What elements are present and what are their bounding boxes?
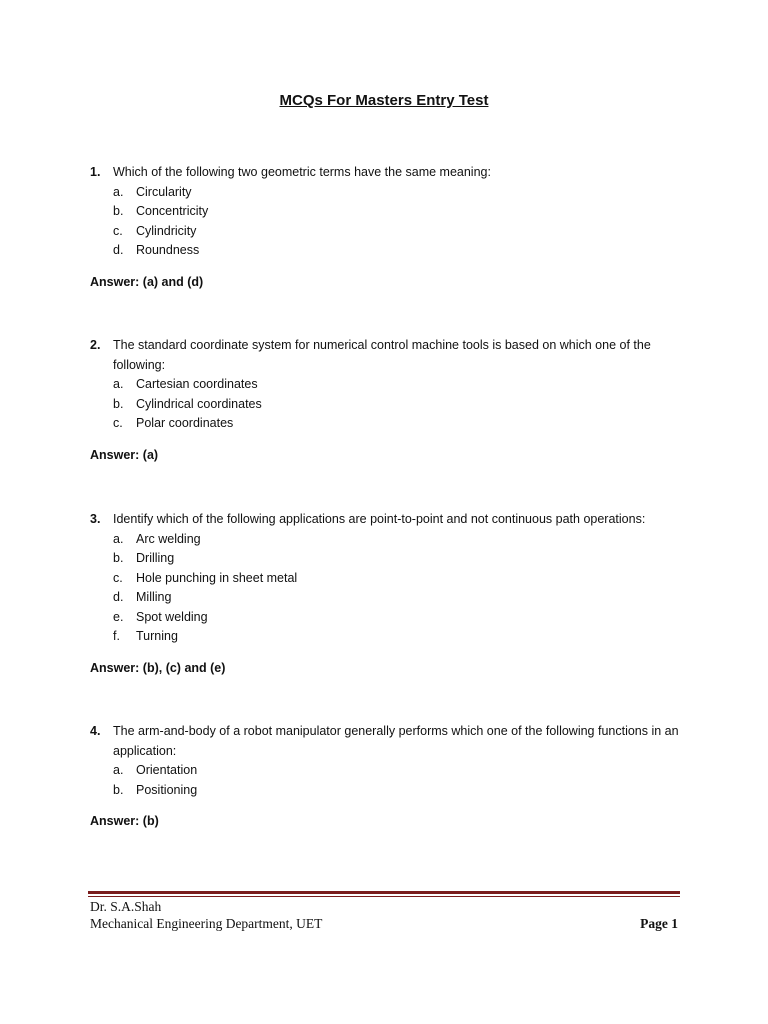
option-letter: a. [113, 377, 124, 391]
option-item [90, 608, 690, 628]
option-item [90, 627, 690, 647]
option-letter: a. [113, 531, 124, 546]
question-text: The standard coordinate system for numerical control machine tools is based on which one of the following: [113, 338, 651, 372]
option-item [90, 588, 690, 608]
option-letter: c. [113, 223, 123, 238]
footer-department: Mechanical Engineering Department, UET [90, 916, 323, 931]
question-text: Identify which of the following applications are point-to-point and not continuous path operations: [113, 512, 646, 526]
option-text: Cylindricity [136, 223, 197, 238]
option-item [90, 530, 690, 550]
option-item [90, 202, 690, 222]
question-text: The arm-and-body of a robot manipulator generally performs which one of the following functions in an application: [113, 724, 679, 758]
option-letter: e. [113, 609, 124, 624]
option-letter: d. [113, 243, 124, 257]
footer-page-number: Page 1 [640, 916, 678, 931]
option-letter: d. [113, 590, 124, 604]
option-text: Drilling [136, 551, 175, 565]
option-item [90, 414, 690, 434]
option-item [90, 761, 690, 781]
option-item [90, 781, 690, 801]
options-list [90, 183, 690, 261]
question-stem [90, 722, 690, 761]
options-list [90, 375, 690, 434]
question-1 [90, 163, 690, 261]
footer-divider [88, 891, 680, 894]
question-stem [90, 163, 690, 183]
options-list [90, 530, 690, 647]
footer-divider-thin [88, 896, 680, 897]
option-item [90, 375, 690, 395]
options-list [90, 761, 690, 800]
question-stem [90, 510, 690, 530]
option-item [90, 241, 690, 261]
answer-2: Answer: (a) [90, 448, 159, 462]
answer-4: Answer: (b) [90, 814, 159, 828]
answer-1: Answer: (a) and (d) [90, 275, 204, 289]
option-text: Hole punching in sheet metal [136, 570, 298, 585]
question-2 [90, 336, 690, 434]
option-letter: a. [113, 763, 124, 777]
question-4 [90, 722, 690, 800]
option-text: Cartesian coordinates [136, 377, 258, 391]
option-letter: b. [113, 396, 124, 411]
option-item [90, 395, 690, 415]
footer-author: Dr. S.A.Shah [90, 899, 162, 914]
question-number: 2. [90, 338, 101, 352]
page-title: MCQs For Masters Entry Test [279, 92, 489, 109]
option-letter: c. [113, 416, 123, 430]
option-item [90, 183, 690, 203]
option-letter: b. [113, 782, 124, 797]
option-text: Circularity [136, 184, 192, 199]
option-letter: f. [113, 629, 120, 643]
option-letter: a. [113, 184, 124, 199]
option-text: Cylindrical coordinates [136, 396, 262, 411]
option-text: Polar coordinates [136, 416, 234, 430]
question-text: Which of the following two geometric terms have the same meaning: [113, 165, 491, 179]
option-text: Spot welding [136, 609, 208, 624]
option-letter: b. [113, 551, 124, 565]
question-stem [90, 336, 690, 375]
option-text: Orientation [136, 763, 198, 777]
option-text: Turning [136, 629, 178, 643]
question-3 [90, 510, 690, 647]
answer-3: Answer: (b), (c) and (e) [90, 661, 226, 675]
option-item [90, 569, 690, 589]
option-item [90, 222, 690, 242]
option-text: Arc welding [136, 531, 201, 546]
question-number: 3. [90, 512, 101, 526]
question-number: 4. [90, 724, 101, 738]
option-letter: c. [113, 570, 123, 585]
option-text: Roundness [136, 243, 200, 257]
option-item [90, 549, 690, 569]
option-text: Positioning [136, 782, 198, 797]
question-number: 1. [90, 165, 101, 179]
option-text: Milling [136, 590, 172, 604]
option-text: Concentricity [136, 204, 209, 218]
option-letter: b. [113, 204, 124, 218]
